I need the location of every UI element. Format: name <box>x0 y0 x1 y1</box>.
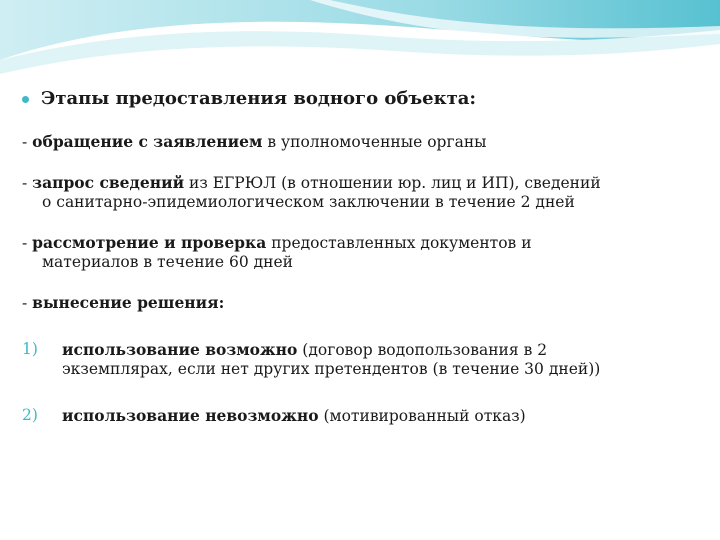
step-continuation: материалов в течение 60 дней <box>42 253 293 271</box>
outcome-bold-text: использование возможно <box>62 340 298 359</box>
step-bold-text: обращение с заявлением <box>32 132 263 151</box>
slide-title: Этапы предоставления водного объекта: <box>41 88 477 109</box>
outcome-bold-text: использование невозможно <box>62 406 319 425</box>
step-bold-text: вынесение решения: <box>32 293 225 312</box>
step-text: предоставленных документов и <box>266 234 532 252</box>
outcome-item <box>22 340 702 379</box>
step-text: из ЕГРЮЛ (в отношении юр. лиц и ИП), сведений <box>184 174 601 192</box>
outcome-item <box>22 406 702 426</box>
step-item: - рассмотрение и проверка предоставленных документов и материалов в течение 60 дней <box>22 233 702 272</box>
outcome-number: 2) <box>22 406 38 424</box>
step-text: в уполномоченные органы <box>262 133 487 151</box>
outcome-continuation: экземплярах, если нет других претендентов (в течение 30 дней)) <box>62 360 601 378</box>
step-bold-text: рассмотрение и проверка <box>32 233 267 252</box>
step-bold-text: запрос сведений <box>32 173 185 192</box>
step-item: - обращение с заявлением в уполномоченные органы <box>22 132 487 151</box>
bullet-icon <box>22 96 29 103</box>
step-continuation: о санитарно-эпидемиологическом заключении в течение 2 дней <box>42 193 575 211</box>
outcome-number: 1) <box>22 340 38 358</box>
outcome-text: (мотивированный отказ) <box>318 407 526 425</box>
step-item: - вынесение решения: <box>22 293 225 312</box>
outcome-text: (договор водопользования в 2 <box>297 341 548 359</box>
step-item: - запрос сведений из ЕГРЮЛ (в отношении юр. лиц и ИП), сведений о санитарно-эпидемиологическом заключении в течение 2 дней <box>22 173 702 212</box>
slide-content <box>22 88 702 426</box>
wave-banner <box>0 0 720 90</box>
title-row <box>22 88 702 110</box>
